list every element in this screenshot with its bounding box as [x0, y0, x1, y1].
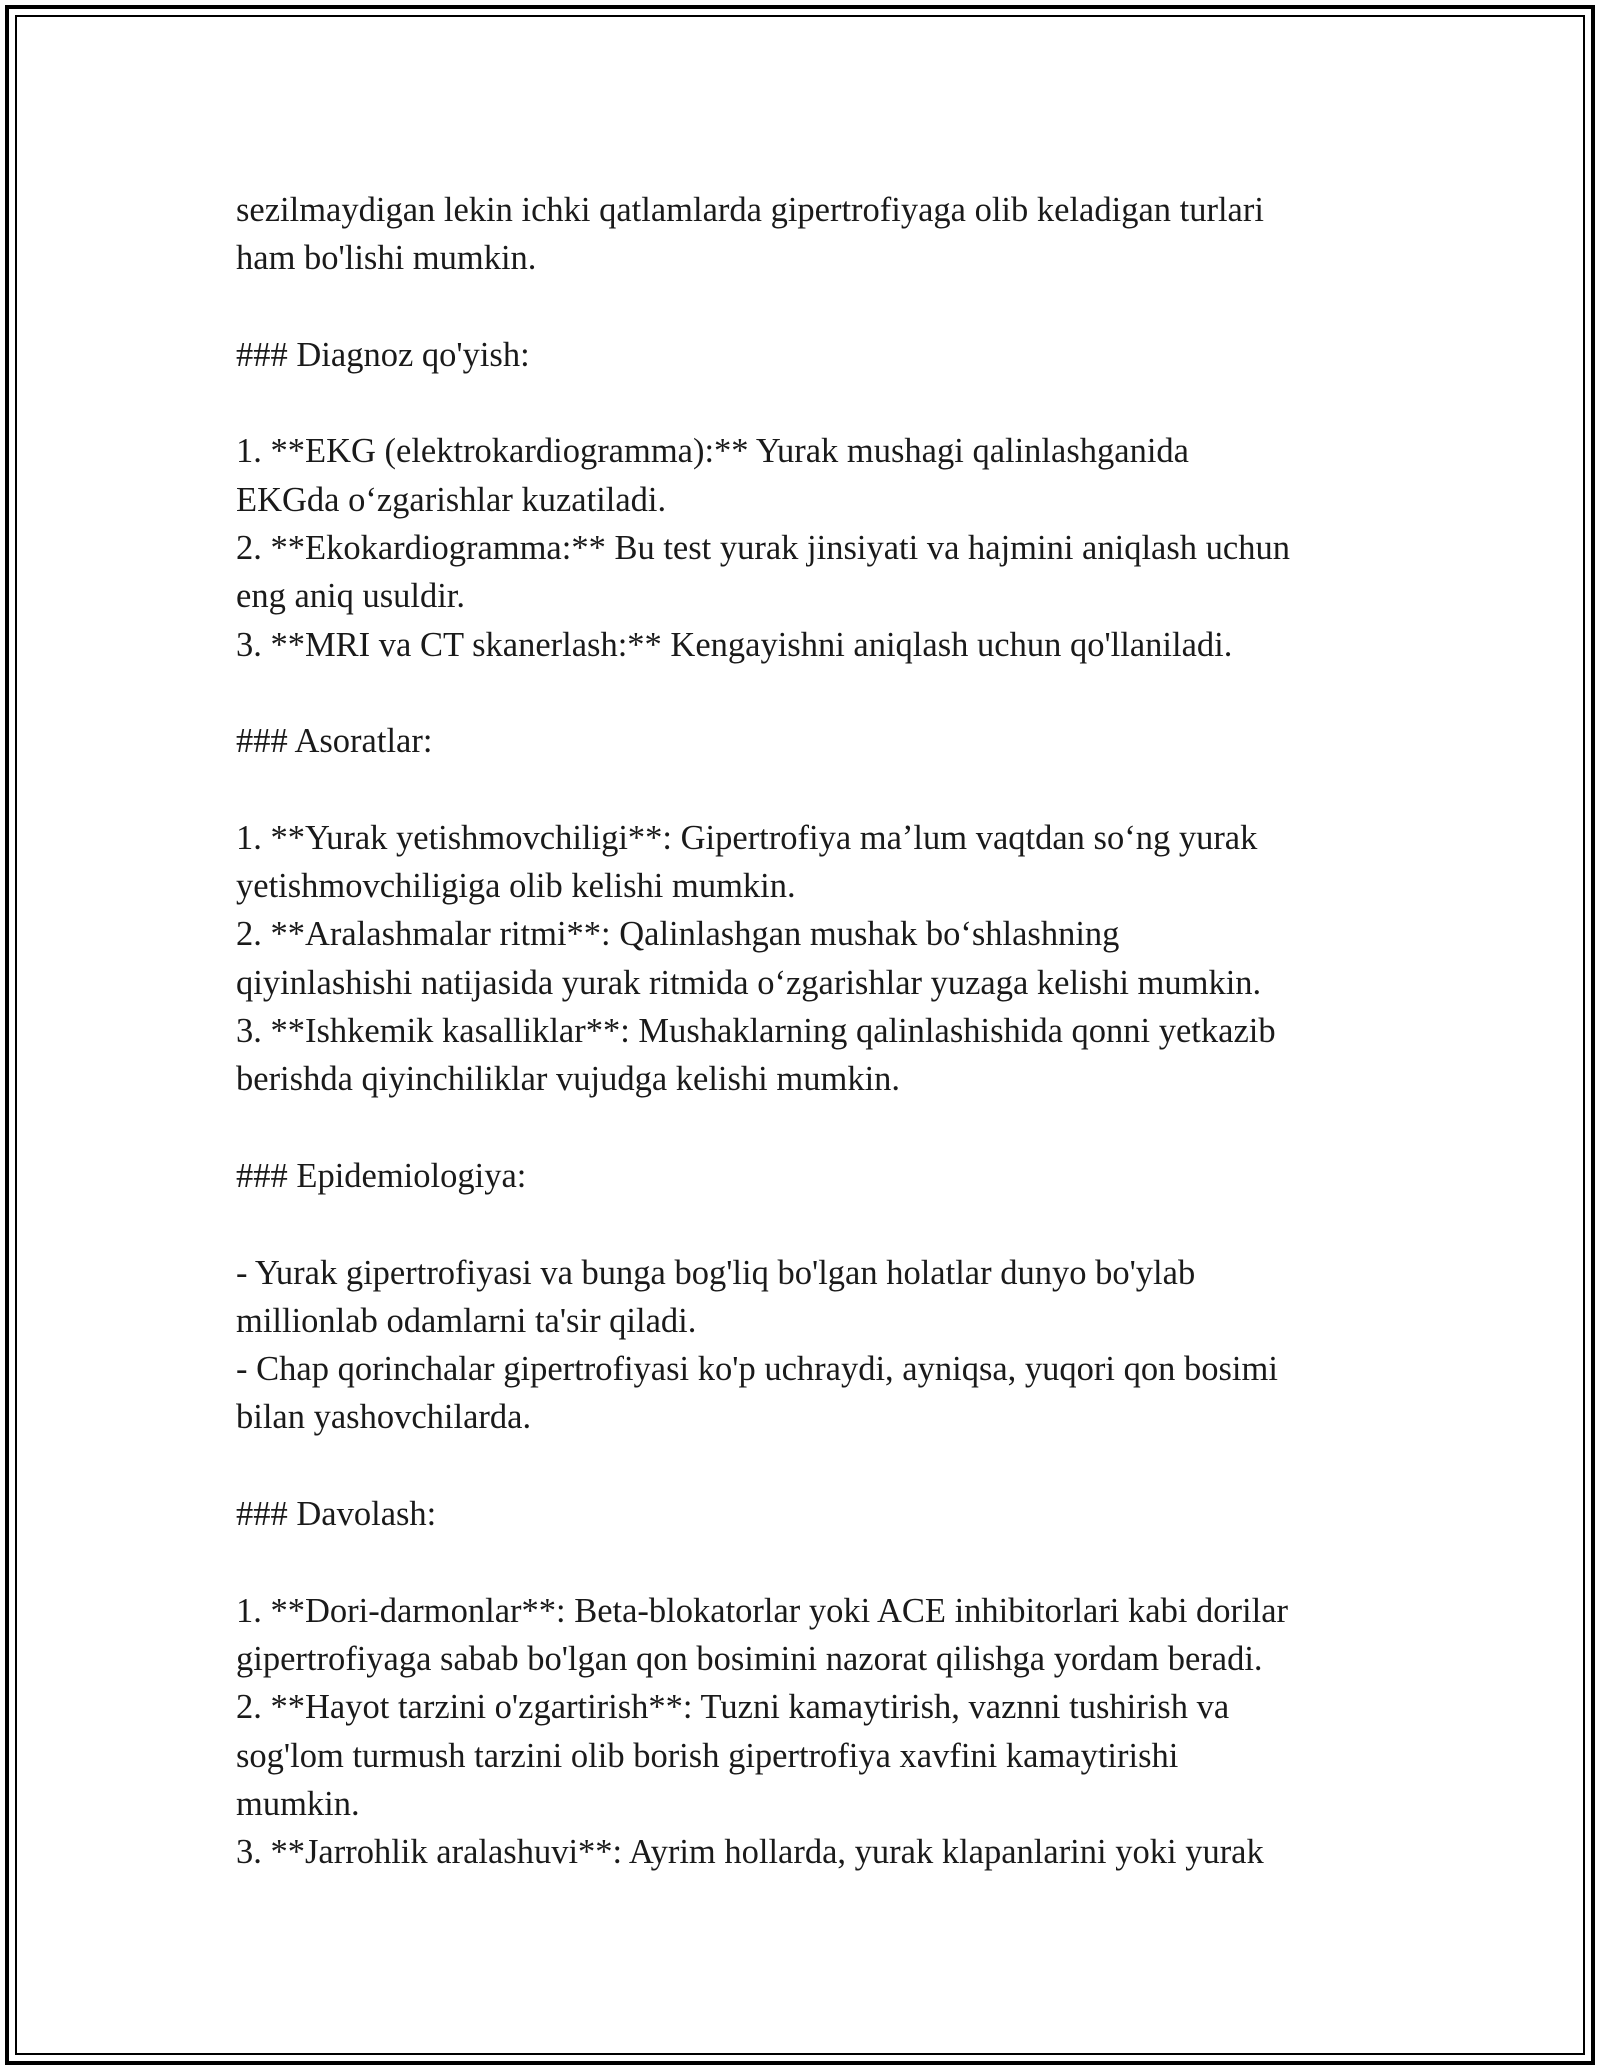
list-item-line: gipertrofiyaga sabab bo'lgan qon bosimini nazorat qilishga yordam beradi. [236, 1639, 1263, 1678]
section-heading-epidemiologiya: ### Epidemiologiya: [236, 1156, 527, 1195]
bullet-item-line: bilan yashovchilarda. [236, 1398, 532, 1437]
list-item-line: berishda qiyinchiliklar vujudga kelishi mumkin. [236, 1060, 901, 1099]
list-item-line: EKGda oʻzgarishlar kuzatiladi. [236, 480, 667, 519]
list-item-line: mumkin. [236, 1784, 360, 1823]
list-item-line: 1. **Dori-darmonlar**: Beta-blokatorlar yoki ACE inhibitorlari kabi dorilar [236, 1591, 1288, 1630]
text-line: ham bo'lishi mumkin. [236, 239, 537, 278]
blank-line [236, 283, 1376, 331]
blank-line [236, 379, 1376, 427]
list-item-line: 3. **MRI va CT skanerlash:** Kengayishni aniqlash uchun qo'llaniladi. [236, 625, 1233, 664]
section-heading-asoratlar: ### Asoratlar: [236, 722, 433, 761]
section-heading-diagnoz: ### Diagnoz qo'yish: [236, 335, 530, 374]
list-item-line: 2. **Ekokardiogramma:** Bu test yurak jinsiyati va hajmini aniqlash uchun [236, 529, 1290, 568]
document-body [236, 186, 1376, 1876]
list-item-line: 2. **Hayot tarzini o'zgartirish**: Tuzni kamaytirish, vaznni tushirish va [236, 1688, 1230, 1727]
blank-line [236, 669, 1376, 717]
list-item-line: yetishmovchiligiga olib kelishi mumkin. [236, 867, 796, 906]
list-item-line: 1. **Yurak yetishmovchiligi**: Gipertrofiya maʼlum vaqtdan soʻng yurak [236, 818, 1258, 857]
bullet-item-line: millionlab odamlarni ta'sir qiladi. [236, 1301, 697, 1340]
list-item-line: 1. **EKG (elektrokardiogramma):** Yurak mushagi qalinlashganida [236, 432, 1189, 471]
list-item-line: 3. **Ishkemik kasalliklar**: Mushaklarning qalinlashishida qonni yetkazib [236, 1012, 1276, 1051]
list-item-line: eng aniq usuldir. [236, 577, 466, 616]
blank-line [236, 1538, 1376, 1586]
blank-line [236, 1442, 1376, 1490]
list-item-line: 3. **Jarrohlik aralashuvi**: Ayrim hollarda, yurak klapanlarini yoki yurak [236, 1833, 1264, 1872]
list-item-line: 2. **Aralashmalar ritmi**: Qalinlashgan mushak boʻshlashning [236, 915, 1120, 954]
blank-line [236, 1104, 1376, 1152]
blank-line [236, 1200, 1376, 1248]
list-item-line: qiyinlashishi natijasida yurak ritmida oʻzgarishlar yuzaga kelishi mumkin. [236, 963, 1262, 1002]
blank-line [236, 766, 1376, 814]
bullet-item-line: - Yurak gipertrofiyasi va bunga bog'liq bo'lgan holatlar dunyo bo'ylab [236, 1253, 1196, 1292]
text-line: sezilmaydigan lekin ichki qatlamlarda gipertrofiyaga olib keladigan turlari [236, 191, 1264, 229]
list-item-line: sog'lom turmush tarzini olib borish gipertrofiya xavfini kamaytirishi [236, 1736, 1179, 1775]
section-heading-davolash: ### Davolash: [236, 1495, 437, 1534]
bullet-item-line: - Chap qorinchalar gipertrofiyasi ko'p uchraydi, ayniqsa, yuqori qon bosimi [236, 1350, 1278, 1389]
